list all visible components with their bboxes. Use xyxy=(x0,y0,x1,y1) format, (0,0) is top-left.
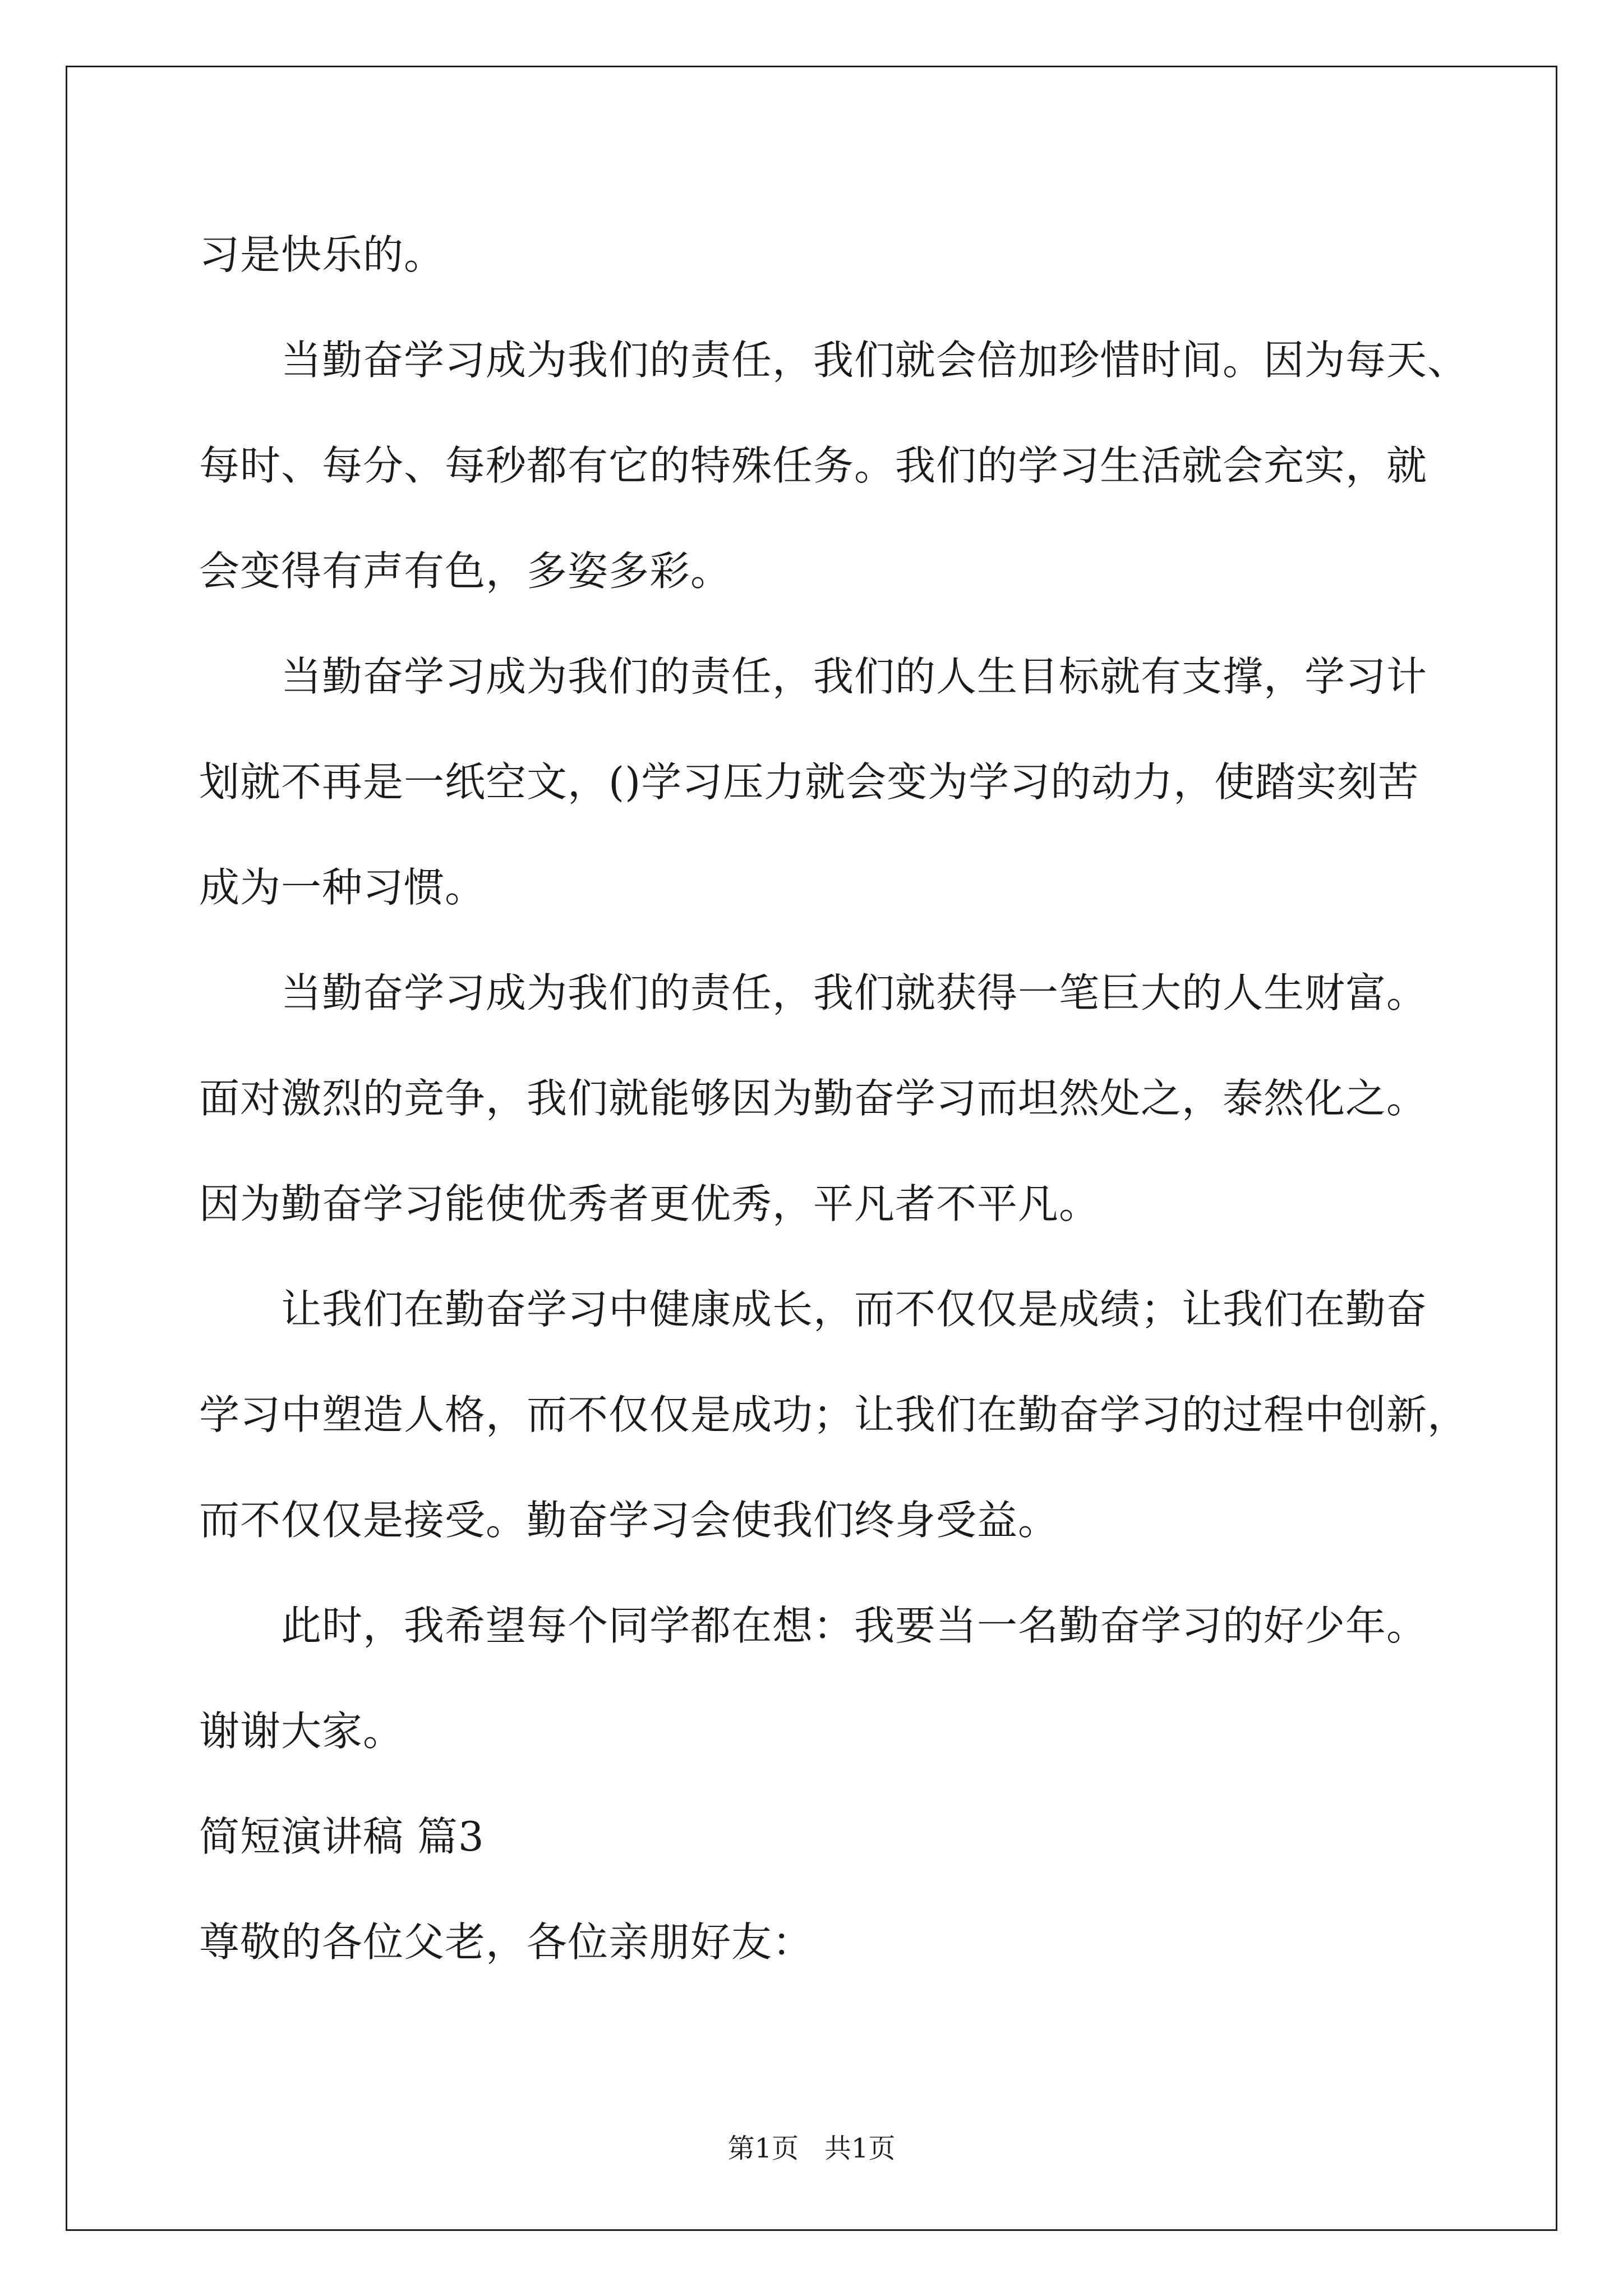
text-line-15: 谢谢大家。 xyxy=(199,1708,404,1755)
text-line-13: 而不仅仅是接受。勤奋学习会使我们终身受益。 xyxy=(199,1497,1059,1544)
text-line-10: 因为勤奋学习能使优秀者更优秀，平凡者不平凡。 xyxy=(199,1180,1100,1227)
text-line-9: 面对激烈的竞争，我们就能够因为勤奋学习而坦然处之，泰然化之。 xyxy=(199,1075,1428,1122)
text-line-12: 学习中塑造人格，而不仅仅是成功；让我们在勤奋学习的过程中创新， xyxy=(199,1391,1469,1438)
section-heading: 简短演讲稿 篇3 xyxy=(199,1813,485,1860)
text-line-17: 尊敬的各位父老，各位亲朋好友： xyxy=(199,1918,814,1966)
text-line-4: 会变得有声有色，多姿多彩。 xyxy=(199,547,732,595)
page-number-footer: 第1页 共1页 xyxy=(727,2133,896,2164)
text-line-5: 当勤奋学习成为我们的责任，我们的人生目标就有支撑，学习计 xyxy=(281,653,1428,700)
text-line-3: 每时、每分、每秒都有它的特殊任务。我们的学习生活就会充实，就 xyxy=(199,442,1428,489)
text-line-14: 此时，我希望每个同学都在想：我要当一名勤奋学习的好少年。 xyxy=(281,1602,1428,1649)
text-line-8: 当勤奋学习成为我们的责任，我们就获得一笔巨大的人生财富。 xyxy=(281,969,1428,1016)
text-line-11: 让我们在勤奋学习中健康成长，而不仅仅是成绩；让我们在勤奋 xyxy=(281,1286,1428,1333)
text-line-1: 习是快乐的。 xyxy=(199,231,445,278)
text-line-7: 成为一种习惯。 xyxy=(199,864,486,911)
document-body xyxy=(199,202,1467,1995)
text-line-6: 划就不再是一纸空文，()学习压力就会变为学习的动力，使踏实刻苦 xyxy=(199,758,1419,806)
text-line-2: 当勤奋学习成为我们的责任，我们就会倍加珍惜时间。因为每天、 xyxy=(281,337,1469,384)
